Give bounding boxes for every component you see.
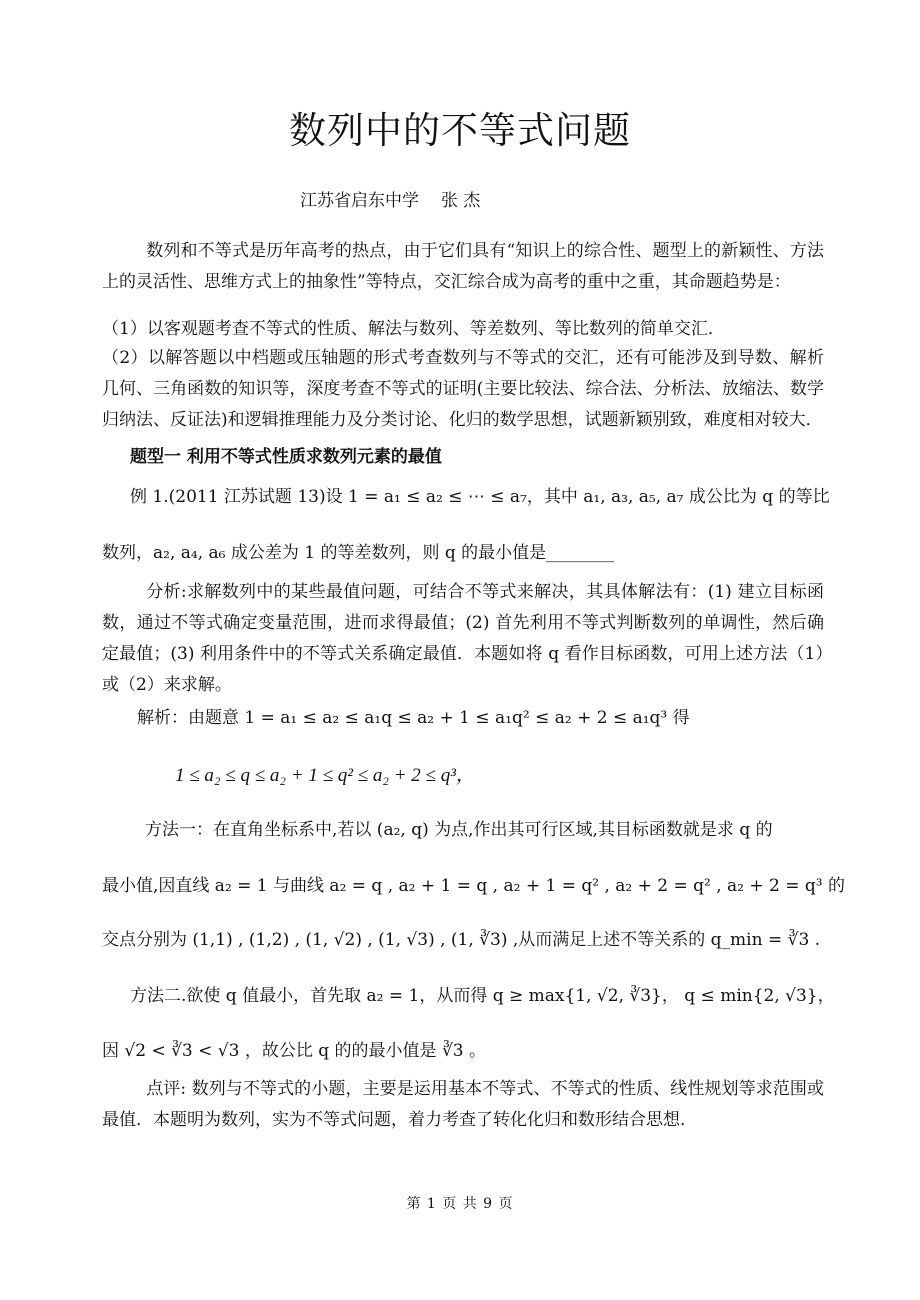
method1-line-2: 最小值,因直线 a₂ = 1 与曲线 a₂ = q , a₂ + 1 = q , a₂ + 1 = q² , a₂ + 2 = q² , a₂ + 2 = q³ 的 (102, 876, 846, 896)
method2-line-2: 因 √2 < ∛3 < √3 ，故公比 q 的的最小值是 ∛3 。 (102, 1041, 487, 1061)
method1-line-1: 方法一：在直角坐标系中,若以 (a₂, q) 为点,作出其可行区域,其目标函数就是求 q 的 (145, 820, 773, 840)
document-title: 数列中的不等式问题 (289, 109, 631, 152)
solution-line-2: 1 ≤ a₂ ≤ q ≤ a₂ + 1 ≤ q² ≤ a₂ + 2 ≤ q³， (175, 765, 475, 786)
section-heading: 题型一 利用不等式性质求数列元素的最值 (130, 447, 442, 467)
page-footer: 第 1 页 共 9 页 (406, 1196, 514, 1212)
example-line-1: 例 1.(2011 江苏试题 13)设 1 = a₁ ≤ a₂ ≤ ⋯ ≤ a₇，其中 a₁, a₃, a₅, a₇ 成公比为 q 的等比 (130, 487, 830, 507)
author-name: 张 杰 (441, 191, 481, 211)
point-1: （1）以客观题考查不等式的性质、解法与数列、等差数列、等比数列的简单交汇． (102, 319, 725, 339)
analysis-paragraph: 分析:求解数列中的某些最值问题，可结合不等式来解决，其具体解法有：(1) 建立目标函数，通过不等式确定变量范围，进而求得最值；(2) 首先利用不等式判断数列的单调性，然后确定最值；(3) 利用条件中的不等式关系确定最值．本题如将 q 看作目标函数，可用上述方法（1）或（2）来求解。 (102, 582, 824, 695)
point-2: （2）以解答题以中档题或压轴题的形式考查数列与不等式的交汇，还有可能涉及到导数、解析几何、三角函数的知识等，深度考查不等式的证明(主要比较法、综合法、分析法、放缩法、数学归纳法、反证法)和逻辑推理能力及分类讨论、化归的数学思想，试题新颖别致，难度相对较大． (102, 348, 824, 430)
example-line-2: 数列，a₂, a₄, a₆ 成公差为 1 的等差数列，则 q 的最小值是________ (102, 543, 615, 563)
solution-line-1: 解析：由题意 1 = a₁ ≤ a₂ ≤ a₁q ≤ a₂ + 1 ≤ a₁q² ≤ a₂ + 2 ≤ a₁q³ 得 (137, 708, 690, 728)
comment-paragraph: 点评: 数列与不等式的小题，主要是运用基本不等式、不等式的性质、线性规划等求范围或最值．本题明为数列，实为不等式问题，着力考查了转化化归和数形结合思想． (102, 1079, 824, 1130)
method2-line-1: 方法二.欲使 q 值最小，首先取 a₂ = 1，从而得 q ≥ max{1, √2, ∛3}， q ≤ min{2, √3}， (130, 986, 835, 1006)
intro-paragraph: 数列和不等式是历年高考的热点，由于它们具有“知识上的综合性、题型上的新颖性、方法上的灵活性、思维方式上的抽象性”等特点，交汇综合成为高考的重中之重，其命题趋势是： (102, 241, 824, 292)
author-school: 江苏省启东中学 (300, 191, 419, 211)
author-line (300, 186, 480, 211)
method1-line-3: 交点分别为 (1,1) , (1,2) , (1, √2) , (1, √3) , (1, ∛3) ,从而满足上述不等关系的 q_min = ∛3 . (102, 930, 821, 950)
